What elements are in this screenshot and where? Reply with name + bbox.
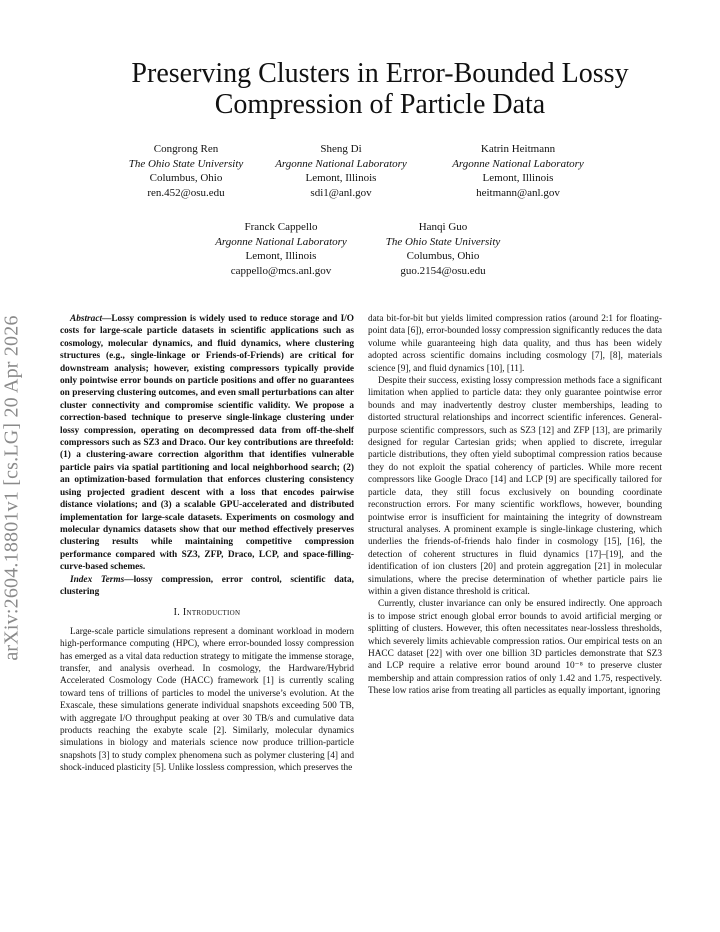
author-name: Franck Cappello: [244, 221, 318, 233]
abstract-label: Abstract: [70, 314, 103, 324]
arxiv-identifier-text: arXiv:2604.18801v1 [cs.LG] 20 Apr 2026: [0, 315, 23, 661]
author-block-1: [101, 142, 271, 200]
author-location: Lemont, Illinois: [482, 172, 554, 184]
intro-paragraph-1-continued: data bit-for-bit but yields limited compression ratios (around 2:1 for floating-point data [6]), error-bounded lossy compression significantly reduces the data volume while guaranteeing high data quality, and thus has been widely adopted across scientific domains including cosmology [7], [8], materials science [9], and fluid dynamics [10], [11].: [368, 314, 662, 374]
author-affiliation: Argonne National Laboratory: [452, 157, 584, 170]
right-column: [368, 313, 662, 698]
author-name: Hanqi Guo: [418, 221, 468, 233]
author-location: Columbus, Ohio: [406, 250, 480, 262]
intro-paragraph-1: Large-scale particle simulations represent a dominant workload in modern high-performance computing (HPC), where error-bounded lossy compression has emerged as a vital data reduction strategy to mitigate the immense storage, transfer, and analysis overhead. In cosmology, the Hardware/Hybrid Accelerated Cosmology Code (HACC) framework [1] is currently scaling toward tens of trillions of particles to model the universe’s evolution. At the Exascale, these simulations generate individual snapshots exceeding 500 TB, with aggregate I/O throughput peaking at over 30 TB/s and cumulative data products reaching the exabyte scale [2]. Similarly, molecular dynamics simulations in biology and materials science now produce trillion-particle snapshots [3] to study complex phenomena such as polymer clustering [4] and shock-induced plasticity [5]. Unlike lossless compression, which preserves the: [60, 626, 354, 774]
author-affiliation: Argonne National Laboratory: [275, 157, 407, 170]
author-name: Katrin Heitmann: [480, 143, 556, 155]
author-block-2: [256, 142, 426, 200]
left-column: [60, 313, 354, 775]
author-email: guo.2154@osu.edu: [400, 264, 486, 277]
index-terms: [60, 574, 354, 599]
paper-title: Preserving Clusters in Error-Bounded Lossy Compression of Particle Data: [131, 58, 629, 120]
author-email: heitmann@anl.gov: [476, 186, 560, 199]
author-affiliation: The Ohio State University: [385, 235, 501, 248]
author-block-4: [196, 220, 366, 278]
index-terms-text: —lossy compression, error control, scientific data, clustering: [60, 574, 354, 597]
abstract-text: —Lossy compression is widely used to reduce storage and I/O costs for large-scale particle datasets in scientific applications such as cosmology, molecular dynamics, and fluid dynamics, where clustering structures (e.g., single-linkage or Friends-of-Friends) are critical for downstream analysis; however, existing compressors typically provide only pointwise error bounds on particle positions and offer no guarantees on preserving clustering outcomes, and even small perturbations can alter cluster connectivity and compromise scientific validity. We propose a correction-based technique to preserve single-linkage clustering under lossy compression, operating on decompressed data from off-the-shelf compressors such as SZ3 and Draco. Our key contributions are threefold: (1) a clustering-aware correction algorithm that identifies vulnerable particle pairs via spatial partitioning and local neighborhood search; (2) an optimization-based formulation that enforces clustering consistency using projected gradient descent with a loss that encodes pairwise distance violations; and (3) a scalable GPU-accelerated and distributed implementation for large-scale datasets. Experiments on cosmology and molecular dynamics datasets show that our method effectively preserves clustering results while maintaining competitive compression performance compared with SZ3, ZFP, Draco, LCP, and space-filling-curve-based schemes.: [60, 314, 354, 573]
author-affiliation: Argonne National Laboratory: [215, 235, 347, 248]
author-location: Columbus, Ohio: [149, 172, 223, 184]
author-location: Lemont, Illinois: [245, 250, 317, 262]
index-terms-label: Index Terms: [70, 574, 125, 585]
author-block-5: [358, 220, 528, 278]
author-email: ren.452@osu.edu: [147, 186, 225, 199]
author-affiliation: The Ohio State University: [128, 157, 244, 170]
author-block-3: [433, 142, 603, 200]
author-email: sdi1@anl.gov: [310, 186, 372, 199]
abstract: [60, 313, 354, 574]
author-email: cappello@mcs.anl.gov: [230, 264, 332, 277]
intro-paragraph-3: Currently, cluster invariance can only be ensured indirectly. One approach is to impose strict enough global error bounds to avoid artificial merging or splitting of clusters. However, this often necessitates near-lossless thresholds, which severely limits achievable compression ratios. Our empirical tests on an HACC dataset [22] with over one billion 3D particles demonstrate that SZ3 and LCP require a relative error bound around 10⁻⁸ to preserve cluster membership and attain compression ratios of only 1.42 and 1.75, respectively. These low ratios arise from treating all particles as equally important, ignoring: [368, 599, 662, 697]
intro-paragraph-2: Despite their success, existing lossy compression methods face a significant limitation when applied to particle data: they only guarantee pointwise error bounds and may inadvertently destroy cluster memberships, leading to distorted structural relationships and incorrect scientific inferences. General-purpose scientific compressors, such as SZ3 [12] and ZFP [13], are primarily designed for regular Cartesian grids; when applied to discrete, irregular particle distributions, they often yield suboptimal compression ratios because they do not exploit the spatial coherency of particles. While more recent compressors like Google Draco [14] and LCP [9] are specifically tailored for particle data, they still focus exclusively on bounding coordinate reconstruction errors. For many scientific workflows, however, bounding pointwise error is insufficient for maintaining the integrity of downstream structural analyses. A prominent example is single-linkage clustering, which underlies the friends-of-friends halo finder in cosmology [15], [16], the detection of coherent structures in fluid dynamics [17]–[19], and the identification of ion clusters [20] and protein aggregation [21] in molecular simulations, where the precise determination of whether particle pairs lie within a given distance threshold is critical.: [368, 376, 662, 597]
author-name: Congrong Ren: [153, 143, 219, 155]
author-name: Sheng Di: [320, 143, 362, 155]
author-location: Lemont, Illinois: [305, 172, 377, 184]
section-heading-introduction: I. Introduction: [173, 607, 241, 619]
